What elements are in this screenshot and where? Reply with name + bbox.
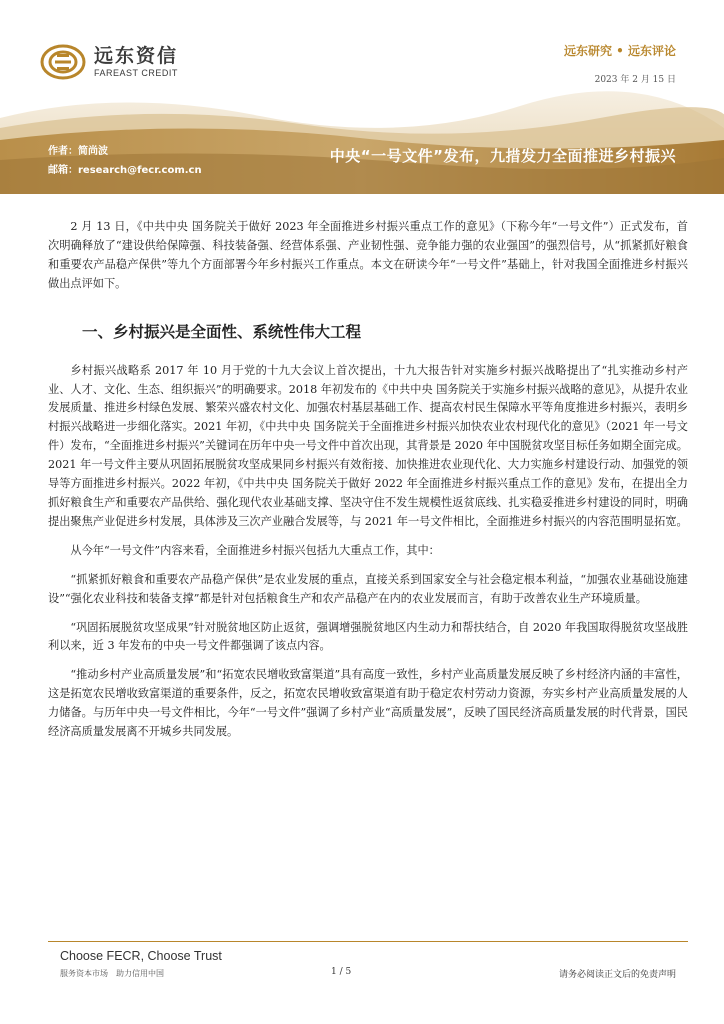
footer-slogan: Choose FECR, Choose Trust xyxy=(60,949,222,963)
intro-paragraph: 2 月 13 日，《中共中央 国务院关于做好 2023 年全面推进乡村振兴重点工作的意见》（下称今年“一号文件”）正式发布，首次明确释放了“建设供给保障强、科技装备强、经营体系强、产业韧性强、竞争能力强的农业强国”的强烈信号，从“抓紧抓好粮食和重要农产品稳产保供”等九个方面部署今年乡村振兴工作重点。本文在研读今年“一号文件”基础上，针对我国全面推进乡村振兴做出点评如下。 xyxy=(48,220,688,290)
brand-logo xyxy=(40,42,178,82)
page-number: 1 / 5 xyxy=(331,967,352,977)
footer-disclaimer: 请务必阅读正文后的免责声明 xyxy=(558,970,676,980)
author-name: 作者：简尚波 xyxy=(48,146,108,157)
report-title: 中央“一号文件”发布，九措发力全面推进乡村振兴 xyxy=(329,147,676,165)
footer-subtitle: 服务资本市场 助力信用中国 xyxy=(60,969,164,978)
body-paragraph: “巩固拓展脱贫攻坚成果”针对脱贫地区防止返贫，强调增强脱贫地区内生动力和帮扶结合，自 2020 年我国取得脱贫攻坚战胜利以来，近 3 年发布的中央一号文件都强调了该点内容。 xyxy=(48,620,688,653)
brand-name-en: FAREAST CREDIT xyxy=(94,68,178,78)
author-email: 邮箱：research@fecr.com.cn xyxy=(48,165,202,176)
body-paragraph: 乡村振兴战略系 2017 年 10 月于党的十九大会议上首次提出，十九大报告针对实施乡村振兴战略提出了“扎实推动乡村产业、人才、文化、生态、组织振兴”的明确要求。2018 年初发布的《中共中央 国务院关于实施乡村振兴战略的意见》，从提升农业发展质量、推进乡村绿色发展、繁荣兴盛农村文化、加强农村基层基础工作、提高农村民生保障水平等角度推进乡村振兴，表明乡村振兴战略进一步细化落实。2021 年初，《中共中央 国务院关于全面推进乡村振兴加快农业农村现代化的意见》（2021 年一号文件）发布，“全面推进乡村振兴”关键词在历年中央一号文件中首次出现，其背景是 2020 年中国脱贫攻坚目标任务如期全面完成。2021 年一号文件主要从巩固拓展脱贫攻坚成果同乡村振兴有效衔接、加快推进农业现代化、大力实施乡村建设行动、加强党的领导等方面推进乡村振兴。2022 年初，《中共中央 国务院关于做好 2022 年全面推进乡村振兴重点工作的意见》发布，在提出全力抓好粮食生产和重要农产品供给、强化现代农业基础支撑、坚决守住不发生规模性返贫底线、扎实稳妥推进乡村建设的同时，明确提出聚焦产业促进乡村发展，具体涉及三次产业融合发展等，与 2021 年一号文件相比，全面推进乡村振兴的内容范围明显拓宽。 xyxy=(48,363,688,528)
fareast-logo-icon xyxy=(40,42,86,82)
body-paragraph: “推动乡村产业高质量发展”和“拓宽农民增收致富渠道”具有高度一致性，乡村产业高质量发展反映了乡村经济内涵的丰富性，这是拓宽农民增收致富渠道的重要条件，反之，拓宽农民增收致富渠道有助于稳定农村劳动力资源，夯实乡村产业高质量发展的人力储备。与历年中央一号文件相比，今年“一号文件”强调了乡村产业“高质量发展”，反映了国民经济高质量发展的时代背景，国民经济高质量发展离不开城乡共同发展。 xyxy=(48,668,688,739)
brand-name-cn: 远东资信 xyxy=(94,45,179,67)
report-series: 远东研究 • 远东评论 xyxy=(563,44,676,58)
body-paragraph: 从今年“一号文件”内容来看，全面推进乡村振兴包括九大重点工作，其中： xyxy=(70,543,440,557)
author-block xyxy=(48,142,202,180)
section-heading: 一、乡村振兴是全面性、系统性伟大工程 xyxy=(82,322,362,341)
body-paragraph: “抓紧抓好粮食和重要农产品稳产保供”是农业发展的重点，直接关系到国家安全与社会稳定根本利益，“加强农业基础设施建设”“强化农业科技和装备支撑”都是针对包括粮食生产和农产品稳产在内的农业发展而言，有助于改善农业生产环境质量。 xyxy=(48,572,688,605)
footer-divider xyxy=(48,941,688,942)
report-body xyxy=(48,218,688,752)
report-date: 2023 年 2 月 15 日 xyxy=(594,75,676,85)
